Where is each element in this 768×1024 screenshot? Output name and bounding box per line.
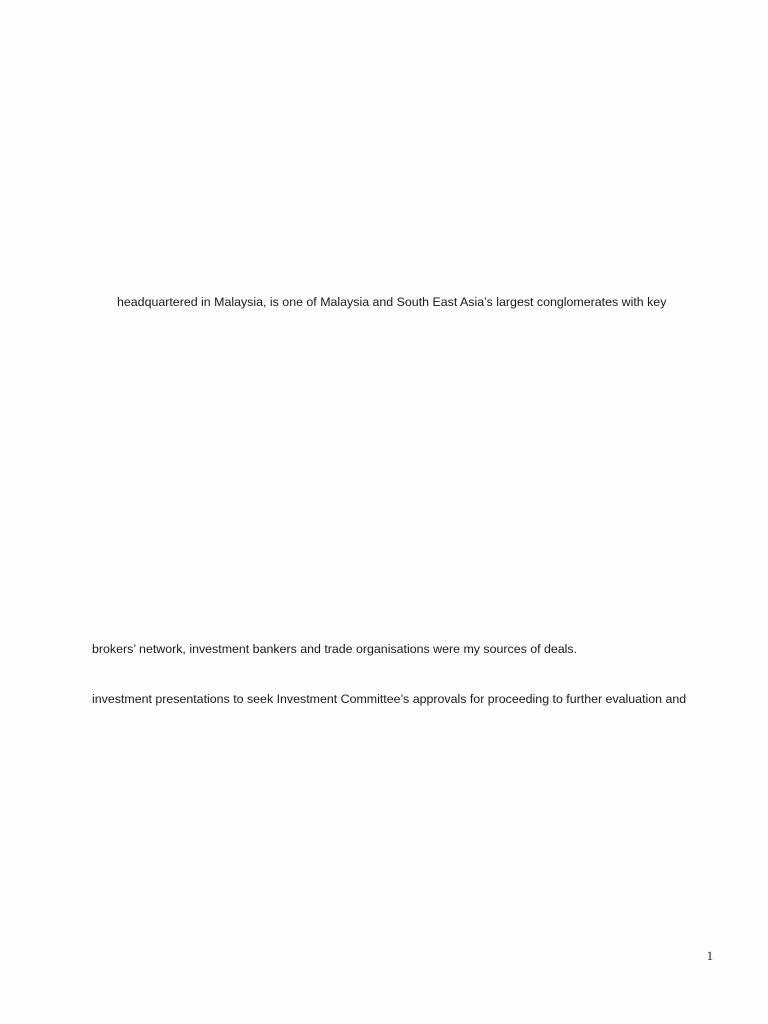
body-text-line: investment presentations to seek Investment Committee’s approvals for proceeding to further evaluation and: [92, 692, 687, 706]
body-text-line: headquartered in Malaysia, is one of Malaysia and South East Asia’s largest conglomerates with key: [117, 295, 667, 309]
page-number: 1: [706, 949, 713, 963]
body-text-line: brokers’ network, investment bankers and trade organisations were my sources of deals.: [92, 642, 578, 656]
